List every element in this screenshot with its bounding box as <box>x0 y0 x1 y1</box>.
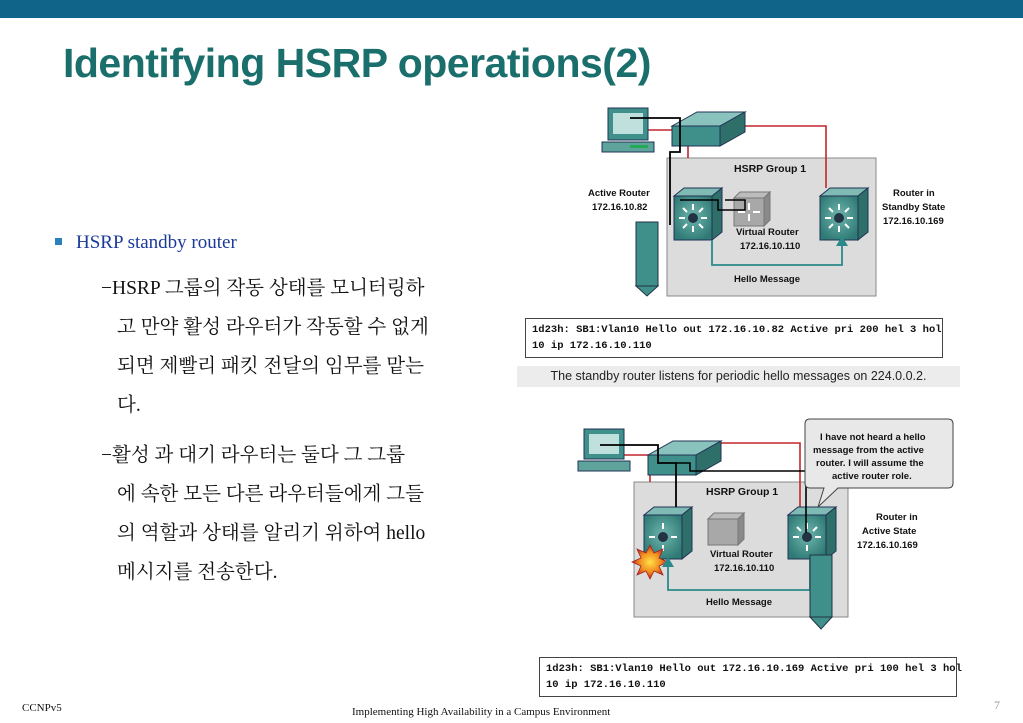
sub-point-1-line: 되면 제빨리 패킷 전달의 임무를 맡는 <box>117 356 424 377</box>
virtual-router-label: Virtual Router <box>736 227 799 238</box>
sub-point-1-line: 고 만약 활성 라우터가 작동할 수 없게 <box>117 317 429 338</box>
callout-line: active router role. <box>832 471 912 482</box>
active-state-label: Active State <box>862 526 917 537</box>
footer-title: Implementing High Availability in a Campus Environment <box>352 706 611 718</box>
pc-icon <box>602 108 654 152</box>
virtual-router-ip: 172.16.10.110 <box>740 241 801 252</box>
footer-course: CCNPv5 <box>22 702 62 714</box>
diagram-caption: The standby router listens for periodic hello messages on 224.0.0.2. <box>517 366 960 387</box>
active-state-label: Router in <box>876 512 918 523</box>
top-banner <box>0 0 1023 18</box>
sub-point-2-line: 메시지를 전송한다. <box>117 562 278 583</box>
page-number: 7 <box>994 698 1000 712</box>
virtual-router-label: Virtual Router <box>710 549 773 560</box>
standby-ip: 172.16.10.169 <box>883 216 944 227</box>
group-label: HSRP Group 1 <box>734 163 807 175</box>
sub-point-1-line: 다. <box>117 395 141 416</box>
callout-line: message from the active <box>813 445 924 456</box>
bullet-square-icon <box>55 238 62 245</box>
debug-output-2 <box>539 657 962 697</box>
active-router-icon <box>674 188 722 240</box>
debug-line: 10 ip 172.16.10.110 <box>532 340 652 352</box>
bullet-text: HSRP standby router <box>76 232 237 253</box>
standby-state-label: Standby State <box>882 202 946 213</box>
switch-icon <box>672 112 745 146</box>
group-label: HSRP Group 1 <box>706 486 779 498</box>
standby-label: Router in <box>893 188 935 199</box>
virtual-router-icon <box>708 513 744 545</box>
debug-line: 1d23h: SB1:Vlan10 Hello out 172.16.10.169 Active pri 100 hel 3 hol <box>546 663 962 675</box>
data-flow-arrow-icon <box>810 555 832 629</box>
hsrp-diagram-failover <box>570 415 970 635</box>
hello-message-label: Hello Message <box>734 274 800 285</box>
failure-burst-icon <box>632 545 668 579</box>
hello-message-label: Hello Message <box>706 597 772 608</box>
new-active-router-icon <box>788 507 836 559</box>
active-router-label: Active Router <box>588 188 650 199</box>
standby-router-icon <box>820 188 868 240</box>
virtual-router-icon <box>734 192 770 226</box>
sub-point-2 <box>101 436 425 592</box>
active-state-ip: 172.16.10.169 <box>857 540 918 551</box>
sub-point-2-line: −활성 과 대기 라우터는 둘다 그 그룹 <box>101 445 405 466</box>
sub-point-1-line: −HSRP 그룹의 작동 상태를 모니터링하 <box>101 278 425 299</box>
debug-line: 10 ip 172.16.10.110 <box>546 679 666 691</box>
slide-title: Identifying HSRP operations(2) <box>63 40 651 86</box>
debug-output-1 <box>525 318 943 358</box>
virtual-router-ip: 172.16.10.110 <box>714 563 775 574</box>
data-flow-arrow-icon <box>636 222 658 296</box>
sub-point-2-line: 의 역할과 상태를 알리기 위하여 hello <box>117 523 426 544</box>
bullet-item <box>55 232 237 254</box>
sub-point-1 <box>101 269 429 425</box>
callout-line: router. I will assume the <box>816 458 924 469</box>
switch-icon <box>648 441 721 475</box>
callout-line: I have not heard a hello <box>820 432 926 443</box>
debug-line: 1d23h: SB1:Vlan10 Hello out 172.16.10.82 Active pri 200 hel 3 hol <box>532 324 942 336</box>
active-router-ip: 172.16.10.82 <box>592 202 648 213</box>
sub-point-2-line: 에 속한 모든 다른 라우터들에게 그들 <box>117 484 424 505</box>
hsrp-diagram-standby <box>580 100 980 305</box>
pc-icon <box>578 429 630 471</box>
